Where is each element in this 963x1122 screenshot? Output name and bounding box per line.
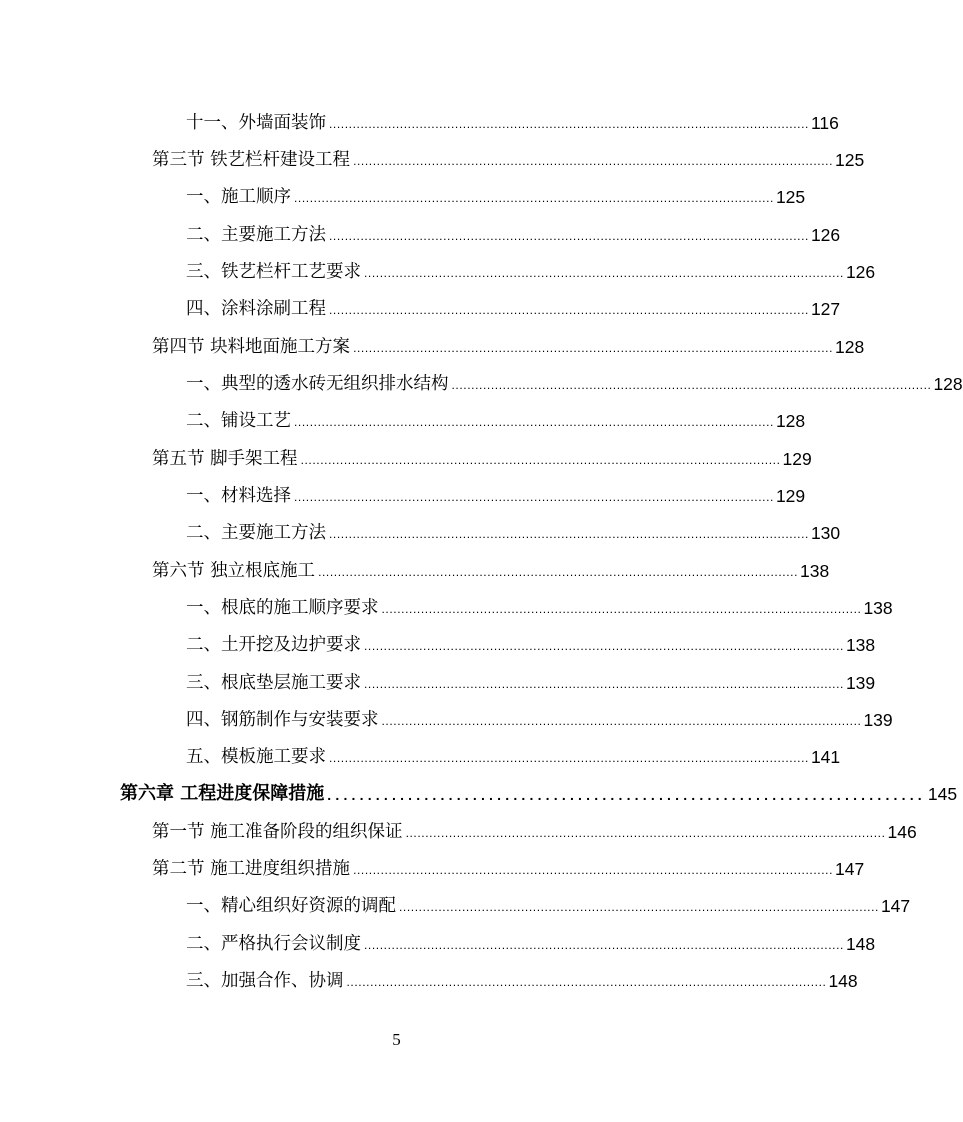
toc-entry-label: 三、根底垫层施工要求 — [186, 673, 361, 693]
toc-leader-dots: .......................................................................................................................... — [318, 565, 799, 579]
toc-entry-label: 一、根底的施工顺序要求 — [186, 598, 379, 618]
toc-entry-page: 146 — [887, 822, 917, 842]
toc-leader-dots: .......................................................................................................................... — [381, 602, 862, 616]
toc-entry-page: 125 — [835, 150, 865, 170]
toc-entry-page: 147 — [835, 859, 865, 879]
toc-leader-dots: .......................................................................................................................... — [364, 938, 844, 952]
toc-entry[interactable] — [186, 589, 893, 619]
toc-entry-page: 138 — [800, 561, 830, 581]
toc-entry-label: 三、铁艺栏杆工艺要求 — [186, 262, 361, 282]
toc-leader-dots: .......................................................................................................................... — [364, 639, 844, 653]
toc-entry-label: 二、铺设工艺 — [186, 411, 291, 431]
toc-entry-label: 二、土开挖及边护要求 — [186, 635, 361, 655]
toc-entry-label: 四、涂料涂刷工程 — [186, 299, 326, 319]
toc-entry-label: 第二节 施工进度组织措施 — [152, 859, 351, 879]
toc-entry-page: 125 — [775, 187, 806, 207]
toc-leader-dots: .......................................................................................................................... — [294, 490, 774, 504]
toc-entry[interactable] — [152, 813, 917, 843]
toc-entry-page: 129 — [782, 449, 812, 469]
toc-entry-page: 128 — [775, 411, 806, 431]
toc-entry[interactable] — [186, 738, 841, 768]
toc-entry-page: 147 — [880, 896, 911, 916]
toc-chapter-entry[interactable] — [120, 775, 958, 805]
toc-entry[interactable] — [186, 887, 911, 917]
toc-entry-page: 141 — [810, 747, 841, 767]
toc-leader-dots: .......................................................................................................................... — [381, 714, 862, 728]
toc-entry-label: 第一节 施工准备阶段的组织保证 — [152, 822, 403, 842]
toc-entry-label: 一、典型的透水砖无组织排水结构 — [186, 374, 449, 394]
toc-entry[interactable] — [152, 552, 830, 582]
toc-entry-label: 第六章 工程进度保障措施 — [120, 783, 325, 804]
toc-entry[interactable] — [186, 365, 963, 395]
toc-leader-dots: .......................................................................................................................... — [451, 378, 932, 392]
toc-entry-page: 127 — [810, 299, 841, 319]
toc-entry-label: 第五节 脚手架工程 — [152, 449, 298, 469]
toc-entry-page: 126 — [845, 262, 876, 282]
toc-entry[interactable] — [186, 925, 876, 955]
toc-leader-dots: .......................................................................................................................... — [353, 154, 834, 168]
toc-entry-label: 第四节 块料地面施工方案 — [152, 337, 351, 357]
toc-entry-page: 139 — [863, 710, 893, 730]
toc-entry-label: 一、施工顺序 — [186, 187, 291, 207]
toc-entry-page: 139 — [845, 673, 876, 693]
toc-entry[interactable] — [186, 104, 839, 134]
toc-entry-label: 一、精心组织好资源的调配 — [186, 896, 396, 916]
toc-entry-page: 128 — [835, 337, 865, 357]
toc-entry[interactable] — [186, 664, 876, 694]
toc-entry-page: 145 — [927, 784, 958, 804]
toc-leader-dots: .......................................................................................................................... — [364, 677, 844, 691]
toc-entry[interactable] — [152, 141, 865, 171]
toc-leader-dots: .......................................................................................................................... — [329, 303, 809, 317]
toc-entry-page: 129 — [775, 486, 806, 506]
toc-entry[interactable] — [186, 178, 806, 208]
toc-entry[interactable] — [186, 701, 893, 731]
toc-entry[interactable] — [186, 962, 858, 992]
toc-entry[interactable] — [186, 253, 876, 283]
toc-entry-page: 126 — [810, 225, 841, 245]
toc-entry-page: 130 — [810, 523, 841, 543]
toc-entry-label: 二、主要施工方法 — [186, 523, 326, 543]
toc-entry-label: 四、钢筋制作与安装要求 — [186, 710, 379, 730]
toc-leader-dots: .......................................................................................................................... — [405, 826, 886, 840]
toc-entry-page: 116 — [810, 113, 839, 133]
toc-leader-dots: .......................................................................................................................... — [294, 415, 774, 429]
toc-entry-page: 148 — [845, 934, 876, 954]
toc-leader-dots: .......................................................................................................................... — [399, 900, 879, 914]
toc-entry[interactable] — [186, 626, 876, 656]
toc-entry-label: 二、主要施工方法 — [186, 225, 326, 245]
toc-entry[interactable] — [152, 440, 812, 470]
toc-leader-dots: .......................................................................................................................... — [353, 341, 834, 355]
toc-entry-label: 一、材料选择 — [186, 486, 291, 506]
toc-leader-dots: .......................................................................................................................... — [329, 527, 809, 541]
toc-entry-label: 五、模板施工要求 — [186, 747, 326, 767]
toc-leader-dots: .......................................................................................................................... — [346, 975, 827, 989]
toc-entry-label: 十一、外墙面装饰 — [186, 113, 326, 133]
toc-entry-label: 第三节 铁艺栏杆建设工程 — [152, 150, 351, 170]
toc-entry[interactable] — [152, 328, 865, 358]
toc-entry[interactable] — [186, 514, 841, 544]
toc-entry-page: 138 — [863, 598, 893, 618]
toc-entry[interactable] — [186, 290, 841, 320]
toc-entry-page: 138 — [845, 635, 876, 655]
toc-leader-dots: .......................................................................................................................... — [353, 863, 834, 877]
toc-entry-label: 第六节 独立根底施工 — [152, 561, 316, 581]
toc-entry[interactable] — [152, 850, 865, 880]
toc-leader-dots: .......................................................................................................................... — [329, 751, 809, 765]
toc-leader-dots: .......................................................................................................................... — [364, 266, 844, 280]
toc-leader-dots: .......................................................................................................................... — [329, 117, 809, 131]
toc-entry-page: 128 — [933, 374, 963, 394]
toc-entry[interactable] — [186, 477, 806, 507]
page-number: 5 — [392, 1030, 401, 1049]
toc-entry-page: 148 — [828, 971, 858, 991]
toc-entry-label: 三、加强合作、协调 — [186, 971, 344, 991]
toc-leader-dots: .......................................................................................................................... — [300, 453, 781, 467]
toc-entry[interactable] — [186, 402, 806, 432]
toc-leader-dots: .......................................................................... — [327, 787, 926, 803]
toc-entry[interactable] — [186, 216, 841, 246]
toc-entry-label: 二、严格执行会议制度 — [186, 934, 361, 954]
toc-leader-dots: .......................................................................................................................... — [329, 229, 809, 243]
toc-leader-dots: .......................................................................................................................... — [294, 191, 774, 205]
